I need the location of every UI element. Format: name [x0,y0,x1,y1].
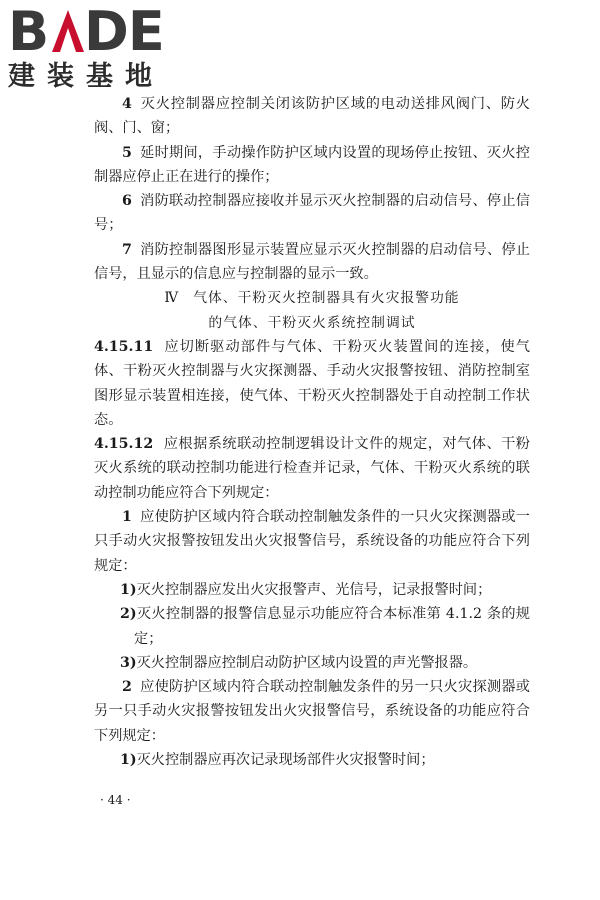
clause: 4.15.12 应根据系统联动控制逻辑设计文件的规定，对气体、干粉灭火系统的联动控制功能进行检查并记录，气体、干粉灭火系统的联动控制功能应符合下列规定： [94,436,530,501]
svg-text:B: B [8,4,49,56]
clause: 4.15.11 应切断驱动部件与气体、干粉灭火装置间的连接，使气体、干粉灭火控制器与火灾探测器、手动火灾报警按钮、消防控制室图形显示装置相连接，使气体、干粉灭火控制器处于自动控制工作状态。 [94,338,530,428]
list-item: 5 延时期间，手动操作防护区域内设置的现场停止按钮、灭火控制器应停止正在进行的操作； [94,144,530,185]
logo-a-mark [52,10,84,52]
svg-text:DE: DE [84,4,164,56]
sub-item: 2)灭火控制器的报警信息显示功能应符合本标准第 4.1.2 条的规定； [120,606,530,647]
list-item: 1 应使防护区域内符合联动控制触发条件的一只火灾探测器或一只手动火灾报警按钮发出火灾报警信号，系统设备的功能应符合下列规定： [94,509,530,574]
page-number: · 44 · [100,793,131,807]
sub-item: 1)灭火控制器应再次记录现场部件火灾报警时间； [120,752,435,769]
document-body [94,92,530,772]
section-heading-line2: 的气体、干粉灭火系统控制调试 [208,314,416,331]
bade-logo-icon [8,4,178,56]
sub-item: 3)灭火控制器应控制启动防护区域内设置的声光警报器。 [120,654,478,671]
logo-subtitle: 建装基地 [8,61,164,92]
list-item: 6 消防联动控制器应接收并显示灭火控制器的启动信号、停止信号； [94,193,530,234]
brand-logo [8,4,178,93]
sub-item: 1)灭火控制器应发出火灾报警声、光信号，记录报警时间； [120,581,492,598]
section-heading: Ⅳ 气体、干粉灭火控制器具有火灾报警功能 [164,290,460,307]
list-item: 4 灭火控制器应控制关闭该防护区域的电动送排风阀门、防火阀、门、窗； [94,96,530,137]
list-item: 7 消防控制器图形显示装置应显示灭火控制器的启动信号、停止信号，且显示的信息应与控制器的显示一致。 [94,241,530,283]
list-item: 2 应使防护区域内符合联动控制触发条件的另一只火灾探测器或另一只手动火灾报警按钮发出火灾报警信号，系统设备的功能应符合下列规定： [94,679,530,744]
